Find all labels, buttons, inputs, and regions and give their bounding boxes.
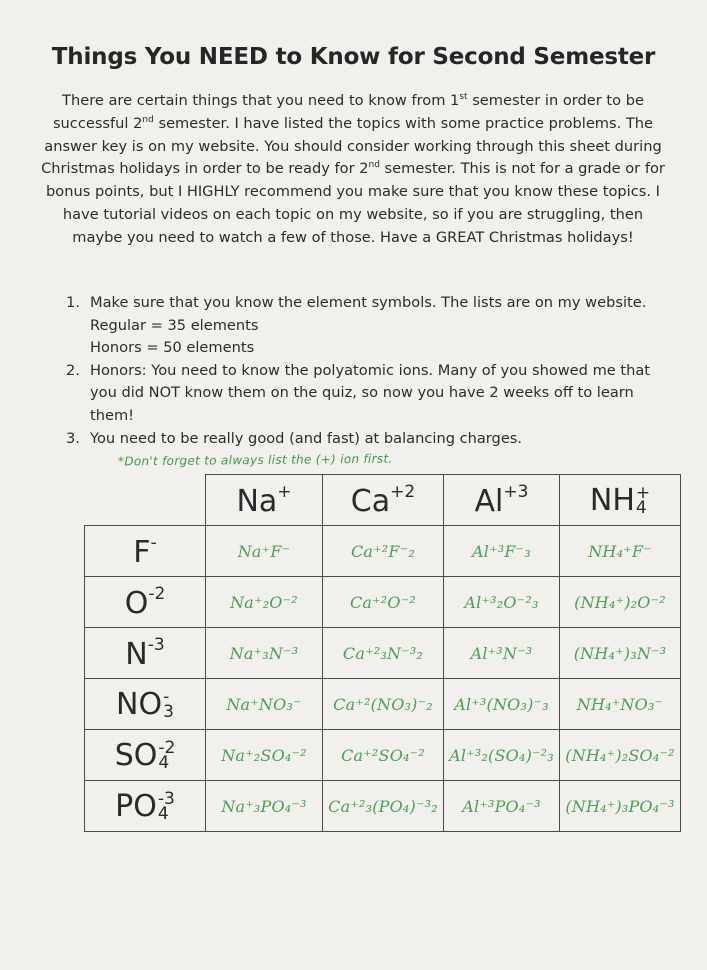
ion-charge-stack [158,738,176,773]
ion-charge: - [163,687,170,707]
formula-answer-cell: Al⁺³PO₄⁻³ [444,781,560,832]
ion-charge: -2 [148,583,166,604]
ion-charge: +2 [390,481,416,502]
ion-symbol: N [125,636,148,672]
table-row [85,526,681,577]
ion-combination-table [84,474,681,832]
formula-answer-cell: Na⁺NO₃⁻ [206,679,323,730]
list-item-text: Honors: You need to know the polyatomic ions. Many of you showed me that you did NOT know them on the quiz, so now you have 2 weeks off to learn them! [90,361,651,424]
handwritten-note: *Don't forget to always list the (+) ion first. [117,451,393,469]
formula-answer-cell: Na⁺₃PO₄⁻³ [206,781,323,832]
ion-charge: +3 [503,481,529,502]
intro-text-3: semester. I have listed the topics with some practice problems. The answer key is on my website. You should consider working through this sheet during Christmas holidays in order to be ready for 2 [41,114,662,178]
formula-answer-cell: (NH₄⁺)₃PO₄⁻³ [560,781,681,832]
formula-answer-cell: NH₄⁺F⁻ [560,526,681,577]
formula-answer-cell: Ca⁺²F⁻₂ [323,526,444,577]
cation-header [560,475,681,526]
list-item-number: 3. [66,429,80,447]
ion-charge-stack [163,687,174,722]
intro-sup-2: nd [142,114,154,125]
formula-answer-cell: Al⁺³₂(SO₄)⁻²₃ [444,730,560,781]
formula-answer-cell: (NH₄⁺)₂O⁻² [560,577,681,628]
ion-charge: -2 [158,738,176,758]
formula-answer-cell: Ca⁺²₃(PO₄)⁻³₂ [323,781,444,832]
formula-answer-cell: Ca⁺²(NO₃)⁻₂ [323,679,444,730]
ion-subscript: 4 [157,804,169,824]
cation-header [444,475,560,526]
table-row [85,628,681,679]
formula-answer-cell: Al⁺³N⁻³ [444,628,560,679]
ion-symbol: Ca [350,483,391,519]
list-item-text: Regular = 35 elements [90,316,259,334]
ion-subscript: 3 [163,702,174,722]
list-item-number: 2. [66,361,80,379]
ion-charge-stack [635,483,651,518]
anion-header [85,526,206,577]
table-row [85,577,681,628]
formula-answer-cell: (NH₄⁺)₃N⁻³ [560,628,681,679]
formula-answer-cell: Na⁺₃N⁻³ [206,628,323,679]
intro-paragraph [40,90,666,250]
ion-charge: + [277,481,292,502]
ion-symbol: F [133,534,151,570]
list-item-text: Make sure that you know the element symbols. The lists are on my website. [90,294,647,311]
formula-answer-cell: (NH₄⁺)₂SO₄⁻² [560,730,681,781]
anion-header [85,679,206,730]
anion-header [85,628,206,679]
cation-header [323,475,444,526]
intro-sup-3: nd [368,160,380,171]
ion-charge: - [150,532,157,553]
intro-sup-1: st [459,92,468,103]
list-item [66,292,676,360]
ion-symbol: NH [589,482,635,518]
topic-list [66,292,676,450]
intro-text-1: There are certain things that you need to know from 1 [62,92,460,109]
table-row [85,730,681,781]
ion-charge-stack [157,789,175,824]
ion-symbol: SO [114,737,158,773]
formula-answer-cell: Ca⁺²₃N⁻³₂ [323,628,444,679]
table-row [85,781,681,832]
formula-answer-cell: Na⁺₂SO₄⁻² [206,730,323,781]
ion-charge: -3 [157,789,175,809]
list-item-number: 1. [66,294,80,311]
cation-header-row [85,475,681,526]
ion-subscript: 4 [158,753,170,773]
anion-header [85,781,206,832]
page-title: Things You NEED to Know for Second Semester [51,44,656,70]
ion-symbol: O [124,585,149,621]
ion-symbol: Na [236,483,278,519]
list-item-text: You need to be really good (and fast) at balancing charges. [90,429,523,447]
formula-answer-cell: Al⁺³(NO₃)⁻₃ [444,679,560,730]
formula-answer-cell: Al⁺³₂O⁻²₃ [444,577,560,628]
list-item [66,360,676,428]
formula-answer-cell: NH₄⁺NO₃⁻ [560,679,681,730]
formula-answer-cell: Na⁺₂O⁻² [206,577,323,628]
ion-charge: + [635,483,651,503]
ion-symbol: Al [474,483,504,519]
cation-header [206,475,323,526]
list-item-text: Honors = 50 elements [90,339,255,357]
formula-answer-cell: Na⁺F⁻ [206,526,323,577]
ion-symbol: PO [115,788,157,824]
ion-symbol: NO [116,686,163,722]
table-row [85,679,681,730]
formula-answer-cell: Ca⁺²SO₄⁻² [323,730,444,781]
formula-answer-cell: Al⁺³F⁻₃ [444,526,560,577]
formula-answer-cell: Ca⁺²O⁻² [323,577,444,628]
table-corner-cell [85,475,206,526]
ion-charge: -3 [147,634,165,655]
anion-header [85,730,206,781]
list-item [66,428,676,451]
ion-subscript: 4 [635,498,647,518]
anion-header [85,577,206,628]
intro-text-2: semester in order to be successful 2 [52,92,644,132]
intro-text-4: semester. This is not for a grade or for bonus points, but I HIGHLY recommend you make sure that you know these topics. I have tutorial videos on each topic on my website, so if you are struggling, then maybe you need to watch a few of those. Have a GREAT Christmas holidays! [46,160,665,246]
